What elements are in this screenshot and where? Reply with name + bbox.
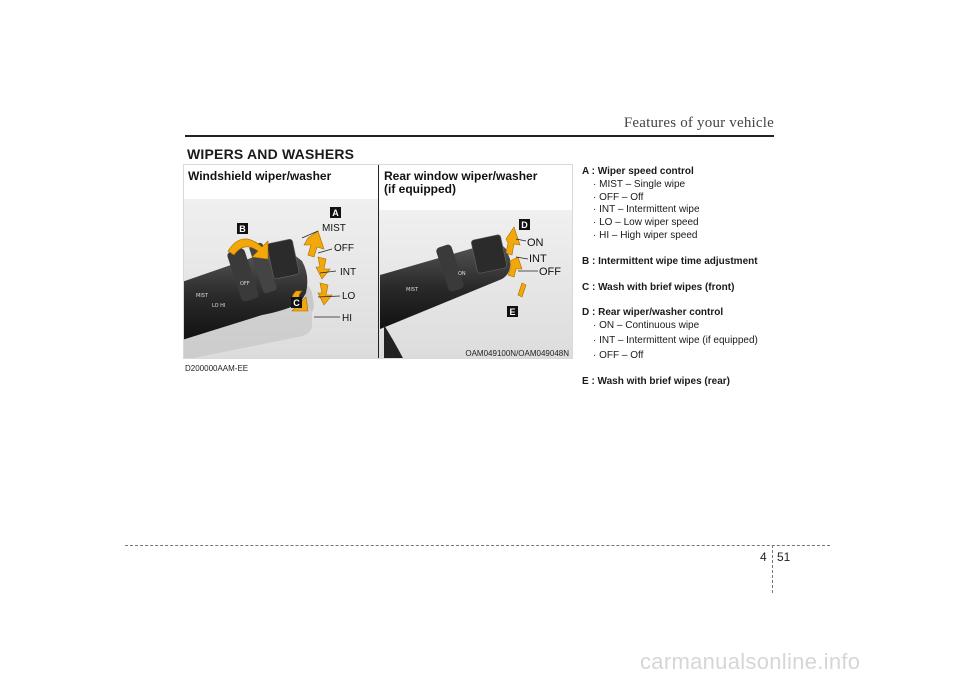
label-off: OFF [334,243,354,254]
svg-text:D: D [521,220,528,230]
label-int-rear: INT [529,253,547,265]
label-lo: LO [342,291,356,302]
wiper-illustration [184,165,573,359]
doc-code: D200000AAM-EE [185,364,249,373]
legend-a-item: · HI – High wiper speed [593,229,698,241]
svg-text:MIST: MIST [406,287,419,293]
legend-a-item: · OFF – Off [593,191,644,203]
legend-d-item: · INT – Intermittent wipe (if equipped) [593,334,758,346]
footer-separator [772,545,773,593]
control-legend [582,166,802,388]
section-title: WIPERS AND WASHERS [187,146,355,162]
right-panel-title-line1: Rear window wiper/washer [384,169,538,183]
legend-c-header: C : Wash with brief wipes (front) [582,281,735,293]
legend-d-item: · ON – Continuous wipe [593,320,700,332]
image-code: OAM049100N/OAM049048N [465,349,569,358]
header-rule [185,135,774,137]
svg-text:LO HI: LO HI [212,303,226,309]
svg-text:MIST: MIST [196,293,209,299]
legend-b-header: B : Intermittent wipe time adjustment [582,255,758,267]
right-panel-title-line2: (if equipped) [384,182,456,196]
badge-a [330,207,341,218]
footer-rule [125,545,830,546]
svg-text:E: E [509,307,516,317]
svg-text:B: B [239,224,246,234]
chapter-number: 4 [760,550,767,564]
badge-b [237,223,248,234]
svg-text:A: A [332,208,339,218]
wiper-figure [183,164,573,359]
legend-e-header: E : Wash with brief wipes (rear) [582,375,730,387]
legend-a-item: · LO – Low wiper speed [593,217,699,229]
svg-text:OFF: OFF [240,281,250,287]
page-number: 51 [777,550,791,564]
label-hi: HI [342,313,352,324]
svg-text:C: C [293,298,300,308]
label-int: INT [340,267,357,278]
legend-a-item: · MIST – Single wipe [593,178,686,190]
legend-d-item: · OFF – Off [593,349,644,361]
label-off-rear: OFF [539,266,561,278]
label-mist: MIST [322,223,346,234]
label-on: ON [527,237,544,249]
badge-c [291,297,302,308]
svg-text:ON: ON [458,271,466,277]
left-panel-title: Windshield wiper/washer [188,169,332,183]
watermark: carmanualsonline.info [640,649,861,674]
badge-d [519,219,530,230]
running-header: Features of your vehicle [623,115,774,131]
legend-d-header: D : Rear wiper/washer control [582,307,724,319]
legend-a-header: A : Wiper speed control [582,166,694,177]
legend-a-item: · INT – Intermittent wipe [593,204,700,216]
badge-e [507,306,518,317]
